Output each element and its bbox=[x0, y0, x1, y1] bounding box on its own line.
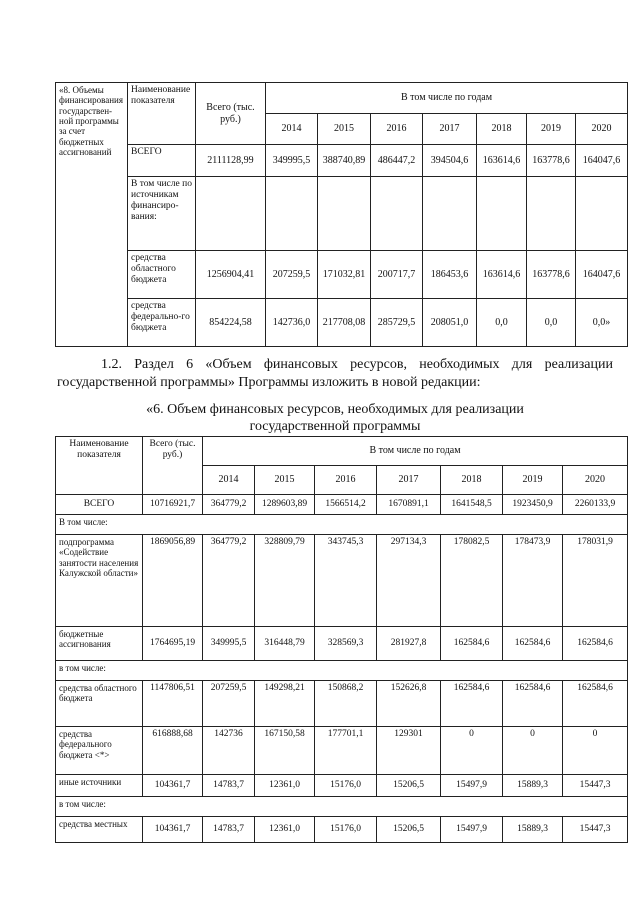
table-row bbox=[56, 775, 628, 797]
table2-header-name: Наименование показателя bbox=[56, 437, 143, 495]
cell-value: 15206,5 bbox=[377, 775, 441, 797]
cell-value bbox=[423, 177, 477, 251]
cell-value: 343745,3 bbox=[315, 535, 377, 627]
cell-value: 0,0 bbox=[477, 299, 527, 347]
table2-header-total: Всего (тыс. руб.) bbox=[143, 437, 203, 495]
cell-value: 364779,2 bbox=[203, 535, 255, 627]
cell-value: 186453,6 bbox=[423, 251, 477, 299]
table1-year: 2020 bbox=[576, 114, 628, 145]
row-total bbox=[196, 177, 266, 251]
cell-value: 164047,6 bbox=[576, 145, 628, 177]
table-row bbox=[56, 515, 628, 535]
section-heading bbox=[60, 401, 610, 435]
cell-value: 150868,2 bbox=[315, 681, 377, 727]
row-total: 2111128,99 bbox=[196, 145, 266, 177]
cell-value: 12361,0 bbox=[255, 775, 315, 797]
cell-value: 15176,0 bbox=[315, 775, 377, 797]
cell-value: 0,0 bbox=[527, 299, 576, 347]
cell-value: 316448,79 bbox=[255, 627, 315, 661]
financing-table-2 bbox=[55, 436, 628, 843]
row-total: 854224,58 bbox=[196, 299, 266, 347]
table2-year: 2018 bbox=[441, 466, 503, 495]
row-label: средства федерального бюджета <*> bbox=[56, 727, 143, 775]
table-row bbox=[56, 727, 628, 775]
amendment-paragraph: 1.2. Раздел 6 «Объем финансовых ресурсов, необходимых для реализации государственной программы» Программы изложить в новой редакции: bbox=[57, 357, 613, 390]
cell-value: 15497,9 bbox=[441, 817, 503, 843]
table-row bbox=[56, 495, 628, 515]
row-total: 104361,7 bbox=[143, 817, 203, 843]
cell-value: 162584,6 bbox=[503, 681, 563, 727]
row-label: В том числе: bbox=[56, 515, 628, 535]
cell-value bbox=[318, 177, 371, 251]
cell-value: 328569,3 bbox=[315, 627, 377, 661]
row-label: средства областного бюджета bbox=[128, 251, 196, 299]
row-total: 1147806,51 bbox=[143, 681, 203, 727]
cell-value: 162584,6 bbox=[503, 627, 563, 661]
cell-value: 163614,6 bbox=[477, 145, 527, 177]
row-label: ВСЕГО bbox=[128, 145, 196, 177]
section-heading-line: государственной программы bbox=[249, 419, 421, 434]
row-total: 1256904,41 bbox=[196, 251, 266, 299]
cell-value: 171032,81 bbox=[318, 251, 371, 299]
row-label: средства областного бюджета bbox=[56, 681, 143, 727]
cell-value bbox=[576, 177, 628, 251]
cell-value: 15176,0 bbox=[315, 817, 377, 843]
table2-year: 2020 bbox=[563, 466, 628, 495]
row-label: бюджетные ассигнования bbox=[56, 627, 143, 661]
cell-value bbox=[527, 177, 576, 251]
table2-year: 2016 bbox=[315, 466, 377, 495]
cell-value: 1923450,9 bbox=[503, 495, 563, 515]
row-total: 10716921,7 bbox=[143, 495, 203, 515]
section-heading-line: «6. Объем финансовых ресурсов, необходимых для реализации bbox=[146, 402, 524, 417]
cell-value: 15206,5 bbox=[377, 817, 441, 843]
cell-value: 1566514,2 bbox=[315, 495, 377, 515]
table1-header-total: Всего (тыс. руб.) bbox=[196, 83, 266, 145]
row-label: подпрограмма «Содействие занятости населения Калужской области» bbox=[56, 535, 143, 627]
cell-value: 152626,8 bbox=[377, 681, 441, 727]
cell-value: 349995,5 bbox=[266, 145, 318, 177]
cell-value: 178031,9 bbox=[563, 535, 628, 627]
row-total: 1869056,89 bbox=[143, 535, 203, 627]
cell-value: 162584,6 bbox=[563, 627, 628, 661]
table-row bbox=[56, 535, 628, 627]
cell-value: 1289603,89 bbox=[255, 495, 315, 515]
cell-value: 349995,5 bbox=[203, 627, 255, 661]
cell-value: 0,0» bbox=[576, 299, 628, 347]
cell-value: 2260133,9 bbox=[563, 495, 628, 515]
financing-table-1 bbox=[55, 82, 628, 347]
row-label: средства местных bbox=[56, 817, 143, 843]
row-label: иные источники bbox=[56, 775, 143, 797]
cell-value: 486447,2 bbox=[371, 145, 423, 177]
table-row bbox=[56, 817, 628, 843]
cell-value: 0 bbox=[441, 727, 503, 775]
cell-value: 1641548,5 bbox=[441, 495, 503, 515]
table1-header-years: В том числе по годам bbox=[266, 83, 628, 114]
cell-value: 15889,3 bbox=[503, 775, 563, 797]
table1-year: 2015 bbox=[318, 114, 371, 145]
cell-value: 1670891,1 bbox=[377, 495, 441, 515]
row-label: В том числе по источникам финансиро-вания: bbox=[128, 177, 196, 251]
row-total: 616888,68 bbox=[143, 727, 203, 775]
cell-value: 163778,6 bbox=[527, 145, 576, 177]
cell-value: 285729,5 bbox=[371, 299, 423, 347]
table1-year: 2019 bbox=[527, 114, 576, 145]
cell-value: 142736,0 bbox=[266, 299, 318, 347]
cell-value: 163614,6 bbox=[477, 251, 527, 299]
row-label: ВСЕГО bbox=[56, 495, 143, 515]
cell-value: 15497,9 bbox=[441, 775, 503, 797]
cell-value: 207259,5 bbox=[203, 681, 255, 727]
cell-value: 167150,58 bbox=[255, 727, 315, 775]
cell-value: 129301 bbox=[377, 727, 441, 775]
cell-value: 388740,89 bbox=[318, 145, 371, 177]
row-label: в том числе: bbox=[56, 661, 628, 681]
cell-value: 15447,3 bbox=[563, 817, 628, 843]
cell-value: 15447,3 bbox=[563, 775, 628, 797]
cell-value: 164047,6 bbox=[576, 251, 628, 299]
cell-value: 394504,6 bbox=[423, 145, 477, 177]
cell-value: 14783,7 bbox=[203, 775, 255, 797]
cell-value: 162584,6 bbox=[441, 681, 503, 727]
cell-value: 178082,5 bbox=[441, 535, 503, 627]
cell-value: 0 bbox=[563, 727, 628, 775]
row-label: средства федерально-го бюджета bbox=[128, 299, 196, 347]
table2-year: 2015 bbox=[255, 466, 315, 495]
table-row bbox=[56, 251, 628, 299]
cell-value: 297134,3 bbox=[377, 535, 441, 627]
row-total: 1764695,19 bbox=[143, 627, 203, 661]
cell-value bbox=[266, 177, 318, 251]
cell-value: 207259,5 bbox=[266, 251, 318, 299]
cell-value bbox=[477, 177, 527, 251]
table-row bbox=[56, 661, 628, 681]
cell-value: 149298,21 bbox=[255, 681, 315, 727]
cell-value: 12361,0 bbox=[255, 817, 315, 843]
table-row bbox=[56, 681, 628, 727]
cell-value: 328809,79 bbox=[255, 535, 315, 627]
table-row bbox=[56, 797, 628, 817]
table1-year: 2017 bbox=[423, 114, 477, 145]
row-total: 104361,7 bbox=[143, 775, 203, 797]
table1-year: 2018 bbox=[477, 114, 527, 145]
cell-value: 217708,08 bbox=[318, 299, 371, 347]
cell-value: 281927,8 bbox=[377, 627, 441, 661]
table-row bbox=[56, 299, 628, 347]
table2-year: 2017 bbox=[377, 466, 441, 495]
cell-value: 200717,7 bbox=[371, 251, 423, 299]
row-label: в том числе: bbox=[56, 797, 628, 817]
cell-value: 208051,0 bbox=[423, 299, 477, 347]
cell-value: 364779,2 bbox=[203, 495, 255, 515]
cell-value: 0 bbox=[503, 727, 563, 775]
table1-intro: «8. Объемы финансирования государствен-ной программы за счет бюджетных ассигнований bbox=[56, 83, 128, 347]
table1-header-name: Наименование показателя bbox=[128, 83, 196, 145]
table2-header-years: В том числе по годам bbox=[203, 437, 628, 466]
cell-value: 162584,6 bbox=[441, 627, 503, 661]
cell-value: 14783,7 bbox=[203, 817, 255, 843]
table2-year: 2014 bbox=[203, 466, 255, 495]
cell-value: 15889,3 bbox=[503, 817, 563, 843]
table-row bbox=[56, 627, 628, 661]
table-row bbox=[56, 177, 628, 251]
cell-value: 162584,6 bbox=[563, 681, 628, 727]
table-row bbox=[56, 145, 628, 177]
cell-value: 163778,6 bbox=[527, 251, 576, 299]
cell-value bbox=[371, 177, 423, 251]
cell-value: 178473,9 bbox=[503, 535, 563, 627]
table1-year: 2014 bbox=[266, 114, 318, 145]
table2-year: 2019 bbox=[503, 466, 563, 495]
cell-value: 142736 bbox=[203, 727, 255, 775]
table1-year: 2016 bbox=[371, 114, 423, 145]
cell-value: 177701,1 bbox=[315, 727, 377, 775]
